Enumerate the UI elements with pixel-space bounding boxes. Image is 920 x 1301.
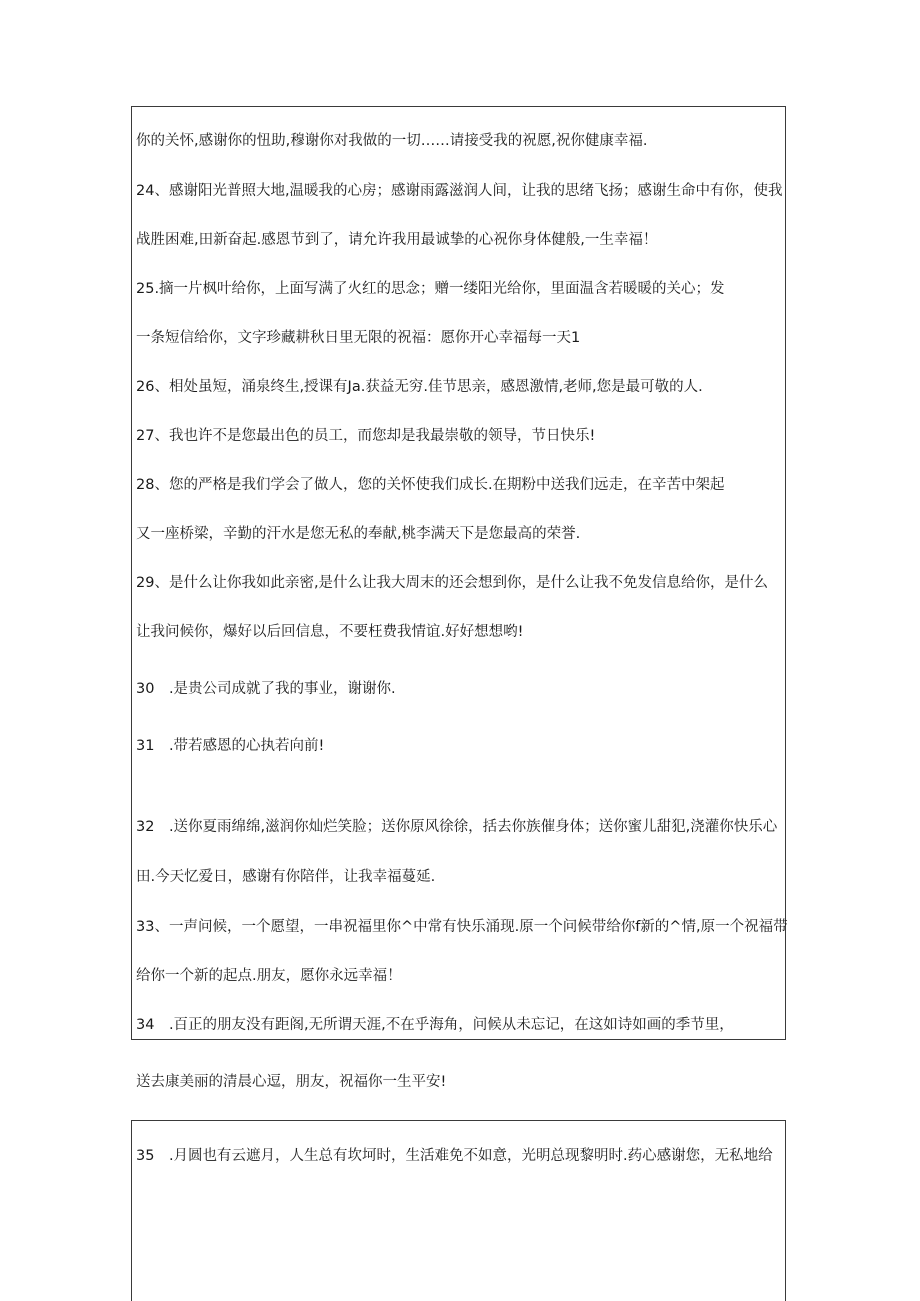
- text-line: 33、一声问候，一个愿望，一串祝福里你^中常有快乐涌现.原一个问候带给你f新的^情,原一个祝福带: [136, 919, 788, 935]
- text-line: 28、您的严格是我们学会了做人，您的关怀使我们成长.在期粉中送我们远走，在辛苦中架起: [136, 477, 725, 493]
- text-line: 你的关怀,感谢你的忸助,穆谢你对我做的一切……请接受我的祝愿,祝你健康幸福.: [136, 133, 648, 149]
- text-line: 32 .送你夏雨绵绵,滋润你灿烂笑脸；送你原风徐徐，括去你族催身体；送你蜜儿甜犯,浇灌你快乐心: [136, 819, 778, 835]
- text-line: 34 .百正的朋友没有距阁,无所谓天涯,不在乎海角，问候从未忘记，在这如诗如画的季节里，: [136, 1017, 734, 1033]
- text-line: 让我问候你，爆好以后回信息，不要枉费我情谊.好好想想哟!: [136, 624, 524, 640]
- text-line: 一条短信给你，文字珍藏耕秋日里无限的祝福：愿你开心幸福每一天1: [136, 330, 581, 346]
- text-line: 29、是什么让你我如此亲密,是什么让我大周末的还会想到你，是什么让我不免发信息给你，是什么: [136, 575, 769, 591]
- text-line: 送去康美丽的清晨心逗，朋友，祝福你一生平安!: [136, 1074, 447, 1090]
- text-line: 24、感谢阳光普照大地,温暖我的心房；感谢雨露滋润人间，让我的思绪飞扬；感谢生命中有你，使我: [136, 183, 783, 199]
- text-line: 35 .月圆也有云遮月，人生总有坎坷时，生活难免不如意，光明总现黎明时.药心感谢您，无私地给: [136, 1148, 773, 1164]
- text-line: 战胜困难,田新奋起.感恩节到了，请允许我用最诚挚的心祝你身体健般,一生幸福！: [136, 232, 658, 248]
- text-line: 25.摘一片枫叶给你，上面写满了火红的思念；赠一缕阳光给你，里面温含若暖暖的关心；发: [136, 281, 725, 297]
- text-line: 26、相处虽短，涌泉终生,授课有Ja.获益无穷.佳节思亲，感恩激情,老师,您是最可敬的人.: [136, 379, 703, 395]
- text-line: 30 .是贵公司成就了我的事业，谢谢你.: [136, 681, 396, 697]
- text-line: 31 .带若感恩的心执若向前!: [136, 738, 325, 754]
- text-line: 又一座桥梁，辛勤的汗水是您无私的奉献,桃李满天下是您最高的荣誉.: [136, 526, 581, 542]
- text-line: 给你一个新的起点.朋友，愿你永远幸福！: [136, 968, 402, 984]
- text-line: 27、我也许不是您最出色的员工，而您却是我最崇敬的领导，节日快乐!: [136, 428, 596, 444]
- text-line: 田.今天忆爱日，感谢有你陪伴，让我幸福蔓延.: [136, 869, 436, 885]
